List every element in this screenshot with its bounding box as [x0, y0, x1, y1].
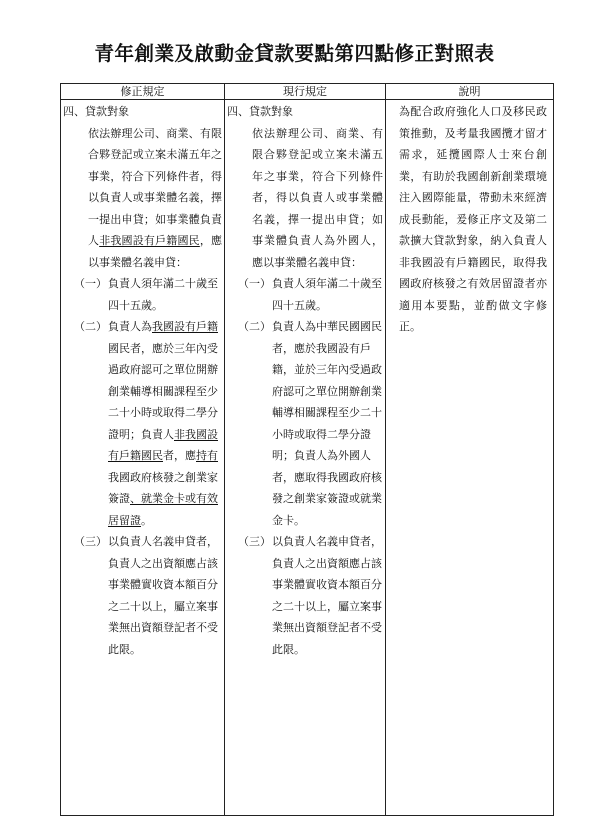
revised-item-1-text: 負責人須年滿二十歲至四十五歲。: [108, 277, 218, 312]
revised-item-2-underlined-3: 持有: [196, 449, 218, 462]
revised-item-2-underlined-1: 我國設有戶籍: [152, 320, 218, 333]
revised-item-2-text-a: 負責人為: [108, 320, 152, 333]
revised-item-2-text-b: 國民者，應於三年內受過政府認可之單位開辦創業輔導相關課程至少二十小時或取得二學分證明；負責人: [108, 341, 218, 441]
header-current: 現行規定: [225, 84, 386, 100]
table-row: [61, 100, 554, 816]
revised-heading: 四、貸款對象: [63, 105, 129, 118]
current-item-3-number: （三）: [238, 535, 271, 548]
revised-item-1: [74, 273, 222, 316]
header-explanation: 說明: [386, 84, 554, 100]
revised-item-2: [74, 316, 222, 531]
revised-item-2-text: [108, 316, 222, 531]
explanation-text: 為配合政府強化人口及移民政策推動，及考量我國攬才留才需求，延攬國際人士來台創業，有助於我國創新創業環境注入國際能量，帶動未來經濟成長動能，爰修正序文及第二款擴大貸款對象，納入負責人非我國設有戶籍國民，取得我國政府核發之有效居留證者亦適用本要點，並酌做文字修正。: [399, 105, 547, 333]
revised-item-2-underlined-2: 非我國設有戶籍國民: [108, 427, 218, 462]
revised-item-3-number: （三）: [74, 535, 107, 548]
current-item-2-text: 負責人為中華民國國民者，應於我國設有戶籍，並於三年內受過政府認可之單位開辦創業輔導相關課程至少二十小時或取得二學分證明；負責人為外國人者，應取得我國政府核發之創業家簽證或就業金卡。: [272, 320, 382, 527]
header-revised: 修正規定: [61, 84, 225, 100]
revised-body-text-1: 依法辦理公司、商業、有限合夥登記或立案未滿五年之事業，符合下列條件者，得以負責人或事業體名義，擇一提出申貸；如事業體負責人: [88, 126, 222, 247]
current-item-1-text: 負責人須年滿二十歲至四十五歲。: [272, 277, 382, 312]
table-header-row: [61, 84, 554, 100]
comparison-table: [60, 83, 554, 816]
explanation-cell: [386, 100, 554, 816]
revised-body-text-2: ，應以事業體名義申貸：: [88, 234, 223, 269]
revised-item-2-text-d: 我國政府核發之創業家簽證: [108, 470, 218, 505]
revised-item-2-text-c: 者，應: [163, 449, 196, 462]
revised-item-2-text-e: 。: [141, 513, 152, 527]
current-item-1: [238, 273, 383, 316]
revised-item-2-underlined-4: 、就業金卡或有效居留證: [108, 492, 218, 527]
revised-item-3: [74, 531, 222, 660]
current-item-3-text: 以負責人名義申貸者，負責人之出資額應占該事業體實收資本額百分之二十以上，屬立案事業無出資額登記者不受此限。: [272, 535, 382, 656]
current-cell: [225, 100, 386, 816]
current-item-2-number: （二）: [238, 320, 271, 333]
revised-body: [88, 123, 222, 274]
current-heading: 四、貸款對象: [227, 105, 293, 118]
revised-cell: [61, 100, 225, 816]
page-title: 青年創業及啟動金貸款要點第四點修正對照表: [94, 42, 495, 65]
revised-body-underlined: 非我國設有戶籍國民: [99, 234, 200, 247]
current-item-3: [238, 531, 383, 660]
revised-item-2-number: （二）: [74, 320, 107, 333]
current-body: 依法辦理公司、商業、有限合夥登記或立案未滿五年之事業，符合下列條件者，得以負責人或事業體名義，擇一提出申貸；如事業體負責人為外國人，應以事業體名義申貸：: [252, 126, 383, 269]
revised-item-1-number: （一）: [74, 277, 107, 290]
current-item-1-number: （一）: [238, 277, 271, 290]
current-item-2: [238, 316, 383, 531]
revised-item-3-text: 以負責人名義申貸者，負責人之出資額應占該事業體實收資本額百分之二十以上，屬立案事業無出資額登記者不受此限。: [108, 535, 218, 656]
